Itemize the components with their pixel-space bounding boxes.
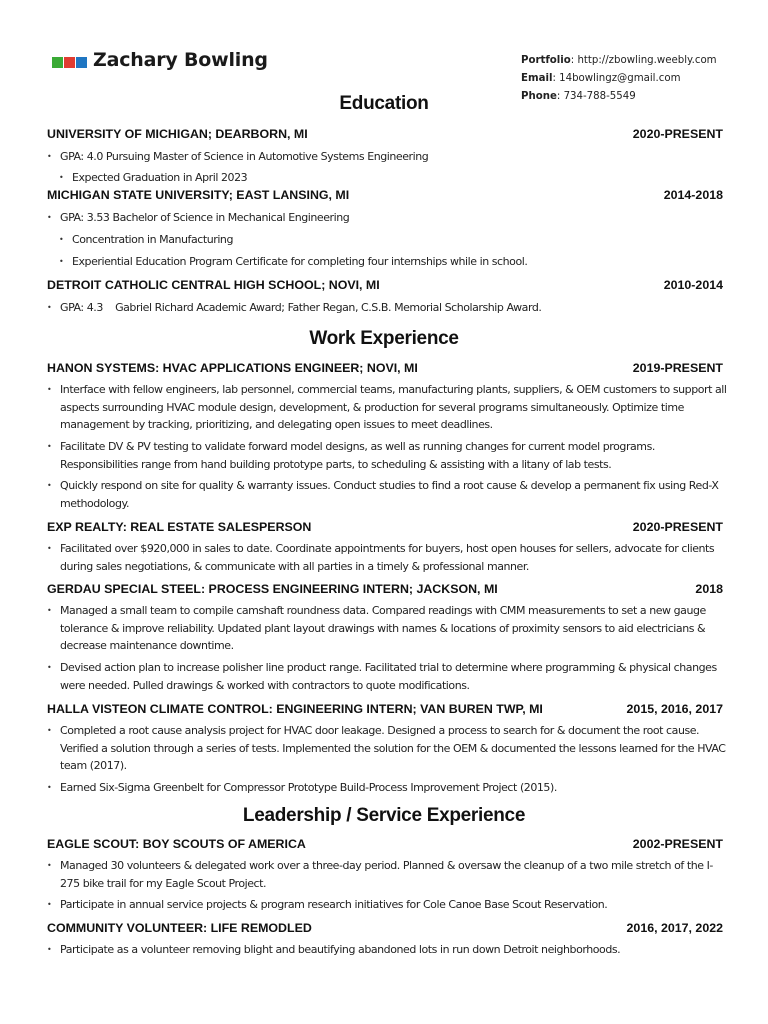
entry-date: 2018 [695, 582, 723, 596]
entry-heading [47, 520, 723, 536]
bullet-item: • Participate as a volunteer removing blight and beautifying abandoned lots in run down Detroit neighborhoods. [47, 943, 621, 956]
entry-date: 2020-PRESENT [632, 520, 723, 534]
entry-date: 2016, 2017, 2022 [626, 921, 723, 935]
section-title-education: Education [339, 93, 429, 114]
entry-heading [47, 837, 723, 853]
bullet-item: • Earned Six-Sigma Greenbelt for Compressor Prototype Build-Process Improvement Project (2015). [47, 781, 557, 794]
contact-label: Phone [521, 91, 557, 102]
section-title-leadership: Leadership / Service Experience [242, 805, 526, 826]
bullet-item: • Facilitate DV & PV testing to validate forward model designs, as well as running changes for current model programs. Responsibilities range from hand building prototype parts, to scheduling & assisting with a litany of lab tests. [47, 440, 655, 471]
entry-date: 2019-PRESENT [632, 361, 723, 375]
logo-squares [52, 57, 87, 68]
entry-title: EXP REALTY: REAL ESTATE SALESPERSON [47, 520, 312, 534]
phone-value: 734-788-5549 [563, 91, 636, 102]
bullet-item: • Interface with fellow engineers, lab personnel, commercial teams, manufacturing plants, suppliers, & OEM customers to support all aspects surrounding HVAC module design, development, & production for several programs simultaneously. Optimize time management by tracking, prioritizing, and delegating open issues to meet deadlines. [47, 383, 727, 431]
entry-date: 2010-2014 [663, 278, 723, 292]
entry-date: 2020-PRESENT [632, 127, 723, 141]
email-link[interactable]: 14bowlingz@gmail.com [559, 73, 681, 84]
entry-heading [47, 921, 723, 937]
entry-title: HANON SYSTEMS: HVAC APPLICATIONS ENGINEER; NOVI, MI [47, 361, 418, 375]
contact-email: Email: 14bowlingz@gmail.com [521, 73, 681, 84]
entry-title: COMMUNITY VOLUNTEER: LIFE REMODLED [47, 921, 312, 935]
entry-title: DETROIT CATHOLIC CENTRAL HIGH SCHOOL; NOVI, MI [47, 278, 380, 292]
entry-heading [47, 188, 723, 204]
bullet-item: • Devised action plan to increase polisher line product range. Facilitated trial to determine where programming & physical changes were needed. Pulled drawings & worked with contractors to quote modifications. [47, 661, 717, 692]
entry-title: HALLA VISTEON CLIMATE CONTROL: ENGINEERING INTERN; VAN BUREN TWP, MI [47, 702, 543, 716]
contact-label: Portfolio [521, 55, 571, 66]
bullet-item: • GPA: 3.53 Bachelor of Science in Mechanical Engineering [47, 211, 350, 224]
bullet-item: • Concentration in Manufacturing [59, 233, 233, 246]
logo-square-blue [76, 57, 87, 68]
contact-phone: Phone: 734-788-5549 [521, 91, 636, 102]
entry-title: UNIVERSITY OF MICHIGAN; DEARBORN, MI [47, 127, 308, 141]
bullet-item: • Managed a small team to compile camshaft roundness data. Compared readings with CMM measurements to set a new gauge tolerance & improve reliability. Updated plant layout drawings with names & locations of proximity sensors to aid electricians & decrease maintenance downtime. [47, 604, 706, 652]
bullet-item: • Participate in annual service projects & program research initiatives for Cole Canoe Base Scout Reservation. [47, 898, 608, 911]
entry-heading [47, 582, 723, 598]
bullet-item: • Managed 30 volunteers & delegated work over a three-day period. Planned & oversaw the cleanup of a two mile stretch of the I-275 bike trail for my Eagle Scout Project. [47, 859, 713, 890]
entry-heading [47, 702, 723, 718]
logo-square-green [52, 57, 63, 68]
entry-heading [47, 361, 723, 377]
bullet-item: • Facilitated over $920,000 in sales to date. Coordinate appointments for buyers, host open houses for sellers, advocate for clients during sales negotiations, & communicate with all parties in a timely & professional manner. [47, 542, 715, 573]
bullet-item: • Quickly respond on site for quality & warranty issues. Conduct studies to find a root cause & develop a permanent fix using Red-X methodology. [47, 479, 719, 510]
contact-label: Email [521, 73, 553, 84]
entry-heading [47, 127, 723, 143]
candidate-name: Zachary Bowling [93, 49, 268, 71]
contact-portfolio: Portfolio: http://zbowling.weebly.com [521, 55, 717, 66]
entry-title: MICHIGAN STATE UNIVERSITY; EAST LANSING, MI [47, 188, 350, 202]
bullet-item: • Expected Graduation in April 2023 [59, 171, 248, 184]
bullet-item: • GPA: 4.0 Pursuing Master of Science in Automotive Systems Engineering [47, 150, 429, 163]
portfolio-link[interactable]: http://zbowling.weebly.com [577, 55, 717, 66]
entry-date: 2002-PRESENT [632, 837, 723, 851]
entry-title: EAGLE SCOUT: BOY SCOUTS OF AMERICA [47, 837, 306, 851]
section-title-work: Work Experience [309, 328, 459, 349]
entry-date: 2015, 2016, 2017 [626, 702, 723, 716]
bullet-item: • GPA: 4.3 Gabriel Richard Academic Award; Father Regan, C.S.B. Memorial Scholarship Award. [47, 301, 542, 314]
entry-title: GERDAU SPECIAL STEEL: PROCESS ENGINEERING INTERN; JACKSON, MI [47, 582, 498, 596]
entry-heading [47, 278, 723, 294]
bullet-item: • Experiential Education Program Certificate for completing four internships while in school. [59, 255, 528, 268]
entry-date: 2014-2018 [663, 188, 723, 202]
bullet-item: • Completed a root cause analysis project for HVAC door leakage. Designed a process to search for & document the root cause. Verified a solution through a series of tests. Implemented the solution for the OEM & documented the lessons learned for the HVAC team (2017). [47, 724, 726, 772]
logo-square-red [64, 57, 75, 68]
